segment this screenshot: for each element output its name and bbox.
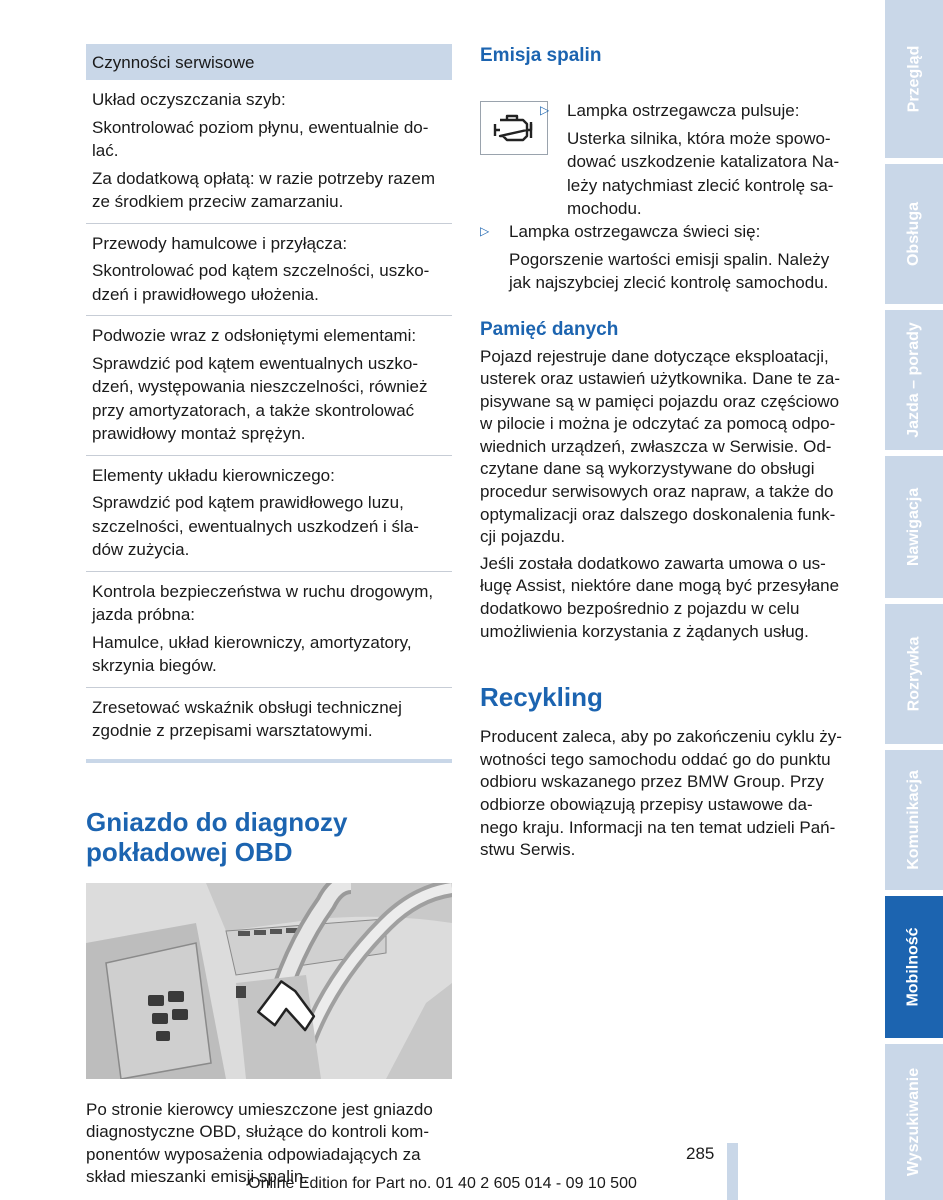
service-row-text: Zresetować wskaźnik obsługi technicznej zgodnie z przepisami warsztatowymi. [92, 697, 402, 740]
tab-rozrywka[interactable]: Rozrywka [885, 604, 943, 744]
edition-footer: Online Edition for Part no. 01 40 2 605 014 - 09 10 500 [248, 1175, 637, 1192]
service-row-text: Skontrolować pod kątem szczelności, uszko-dzeń i prawidłowego ułożenia. [92, 261, 430, 304]
service-row-label: Podwozie wraz z odsłoniętymi elementami: [92, 326, 417, 345]
recycling-heading: Recykling [480, 682, 603, 713]
service-row [86, 688, 452, 752]
service-table-header: Czynności serwisowe [86, 44, 452, 80]
obd-description: Po stronie kierowcy umieszczone jest gniazdo diagnostyczne OBD, służące do kontroli kom-ponentów wyposażenia odpowiadających za skład mieszanki emisji spalin. [86, 1099, 433, 1187]
emission-warning-block [480, 68, 842, 218]
service-row-label: Przewody hamulcowe i przyłącza: [92, 233, 348, 253]
left-column [86, 44, 452, 1189]
recycling-paragraph: Producent zaleca, aby po zakończeniu cyklu ży-wotności tego samochodu oddać go do punktu odbioru wskazanego przez BMW Group. Przy odbiorze obowiązują przepisy ustawowe da-nego kraju. Informacji na ten temat udzieli Pań-stwu Serwis. [480, 727, 842, 860]
service-row-text: Skontrolować poziom płynu, ewentualnie do-lać. [92, 117, 429, 160]
emission-heading: Emisja spalin [480, 45, 602, 66]
service-row-text: Hamulce, układ kierowniczy, amortyzatory, skrzynia biegów. [92, 632, 412, 675]
service-row-text: Sprawdzić pod kątem ewentualnych uszko-dzeń, występowania nieszczelności, również przy amortyzatorach, a także skontrolować prawidłowy montaż sprężyn. [92, 353, 428, 443]
right-column [480, 44, 842, 862]
service-row [86, 80, 452, 224]
engine-warning-icon [480, 101, 548, 155]
tab-komunikacja[interactable]: Komunikacja [885, 750, 943, 890]
service-row [86, 316, 452, 456]
tab-przeglad[interactable]: Przegląd [885, 0, 943, 158]
emission-bullet-1 [540, 99, 842, 221]
bullet-text: Usterka silnika, która może spowo-dować uszkodzenie katalizatora Na-leży natychmiast zlecić kontrolę sa-mochodu. [567, 128, 840, 218]
bullet-text: Pogorszenie wartości emisji spalin. Należy jak najszybciej zlecić kontrolę samochodu. [509, 249, 830, 292]
bullet-arrow-icon: ▷ [480, 224, 490, 238]
chapter-tabs [885, 0, 943, 1200]
service-row [86, 224, 452, 317]
tab-jazda-porady[interactable]: Jazda – porady [885, 310, 943, 450]
emission-bullet-2 [480, 220, 842, 295]
service-row-text: Za dodatkową opłatą: w razie potrzeby razem ze środkiem przeciw zamarzaniu. [92, 168, 436, 211]
service-row-label: Układ oczyszczania szyb: [92, 90, 286, 109]
tab-nawigacja[interactable]: Nawigacja [885, 456, 943, 598]
tab-obsluga[interactable]: Obsługa [885, 164, 943, 304]
memory-paragraph-1: Pojazd rejestruje dane dotyczące eksploatacji, usterek oraz ustawień użytkownika. Dane te za-pisywane są w pamięci pojazdu oraz częściowo w pilocie i można je odczytać za pomocą odpo-wiednich urządzeń, zwłaszcza w Serwisie. Od-czytane dane są wykorzystywane do obsługi procedur serwisowych oraz napraw, a także do optymalizacji oraz dalszego doskonalenia funk-cji pojazdu. [480, 346, 841, 547]
tab-wyszukiwanie[interactable]: Wyszukiwanie [885, 1044, 943, 1200]
service-row-label: Elementy układu kierowniczego: [92, 465, 335, 485]
page-number: 285 [686, 1144, 715, 1163]
obd-location-illustration [86, 883, 452, 1079]
service-row [86, 456, 452, 572]
service-row-text: Sprawdzić pod kątem prawidłowego luzu, szczelności, ewentualnych uszkodzeń i śla-dów zużycia. [92, 493, 419, 559]
memory-heading: Pamięć danych [480, 318, 619, 340]
obd-heading: Gniazdo do diagnozy pokładowej OBD [86, 806, 348, 867]
service-table-end-rule [86, 759, 452, 763]
bullet-arrow-icon: ▷ [540, 103, 550, 117]
bullet-label: Lampka ostrzegawcza świeci się: [509, 222, 761, 241]
bullet-label: Lampka ostrzegawcza pulsuje: [567, 101, 800, 120]
tab-mobilnosc[interactable]: Mobilność [885, 896, 943, 1038]
service-row-label: Kontrola bezpieczeństwa w ruchu drogowym, jazda próbna: [92, 581, 434, 624]
memory-paragraph-2: Jeśli została dodatkowo zawarta umowa o us-ługę Assist, niektóre dane mogą być przesyłane dodatkowo bezpośrednio z pojazdu w celu umożliwienia korzystania z żądanych usług. [480, 553, 840, 641]
service-row [86, 572, 452, 688]
